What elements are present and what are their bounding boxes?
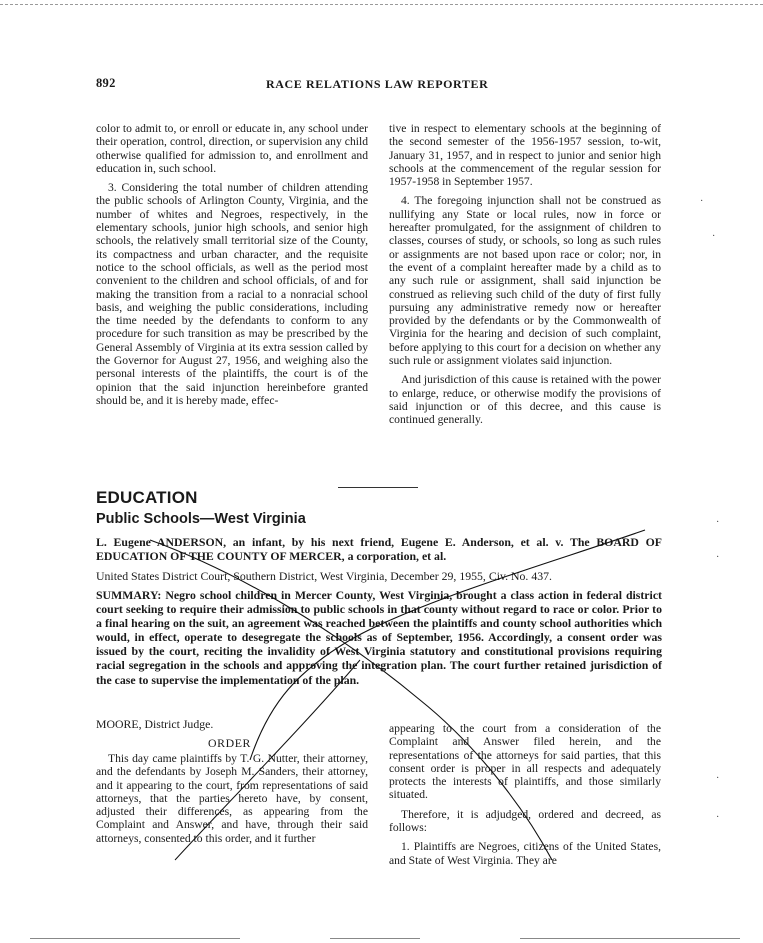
margin-mark: · (712, 231, 716, 242)
case-title: L. Eugene ANDERSON, an infant, by his next friend, Eugene E. Anderson, et al. v. The BOARD OF EDUCATION OF THE COUNTY OF MERCER, a corporation, et al. (96, 535, 662, 563)
bottom-left-column (96, 752, 368, 851)
paragraph: 4. The foregoing injunction shall not be construed as nullifying any State or local rules, now in force or hereafter promulgated, for the assignment of children to classes, courses of study, or schools, so long as such rules or assignments are not based upon race or color; nor, in the event of a complaint hereafter made by a child as to any such rule or assignment, shall said injunction be construed as relieving such child of the duty of first fully pursuing any administrative remedy now or hereafter provided by the defendants or by the Commonwealth of Virginia for the hearing and decision of such complaint, before applying to this court for a decision on whether any such rule or assignment violates said injunction. (389, 194, 661, 368)
paragraph: Therefore, it is adjudged, ordered and decreed, as follows: (389, 807, 661, 835)
margin-mark: · (700, 196, 704, 207)
judge-line: MOORE, District Judge. (96, 717, 214, 731)
paragraph: This day came plaintiffs by T. G. Nutter, their attorney, and the defendants by Joseph M. Sanders, their attorney, and it appearing to the court, from representations of said attorneys, that the parties hereto have, by consent, adjusted their differences, as appearing from the Complaint and Answer, and have, through their said attorneys, consented to this order, and it further (96, 752, 368, 845)
bottom-right-column (389, 722, 661, 873)
paragraph: 1. Plaintiffs are Negroes, citizens of the United States, and State of West Virginia. They are (389, 840, 661, 867)
top-left-column (96, 122, 368, 413)
section-divider (338, 487, 418, 488)
bottom-rule-left (30, 938, 240, 939)
paragraph: appearing to the court from a consideration of the Complaint and Answer filed herein, and the representations of the attorneys for said parties, that this consent order is proper in all respects and adequately protects the interests of plaintiffs, and those similarly situated. (389, 722, 661, 802)
top-right-column (389, 122, 661, 433)
margin-mark: · (716, 773, 720, 784)
section-heading: EDUCATION (96, 488, 198, 507)
bottom-rule-right (520, 938, 740, 939)
margin-mark: · (716, 812, 720, 823)
paragraph: And jurisdiction of this cause is retained with the power to enlarge, reduce, or otherwise modify the provisions of said injunction or of this decree, and this cause is continued generally. (389, 373, 661, 427)
page-header (96, 76, 656, 94)
margin-mark: · (716, 517, 720, 528)
paragraph: tive in respect to elementary schools at the beginning of the second semester of the 1956-1957 session, to-wit, January 31, 1957, and in respect to junior and senior high schools at the commencement of the regular session for 1957-1958 in September 1957. (389, 122, 661, 189)
order-heading: ORDER (208, 736, 251, 750)
case-summary (96, 588, 662, 687)
paragraph: 3. Considering the total number of children attending the public schools of Arlington County, Virginia, and the number of whites and Negroes, respectively, in the elementary schools, junior high schools, and senior high schools, the relatively small territorial size of the County, its compactness and urban character, and the requisite notice to the school officials, as well as the period most convenient to the children and school officials, of and for making the transition from a racial to a nonracial school basis, and weighing the public considerations, including the time needed by the defendants to conform to any procedure for such transition as may be prescribed by the General Assembly of Virginia at its extra session called by the Governor for August 27, 1956, and weighing also the personal interests of the plaintiffs, the court is of the opinion that the said injunction hereinbefore granted should be, and it is hereby made, effec- (96, 181, 368, 407)
top-dashed-border (0, 4, 763, 5)
section-subheading: Public Schools—West Virginia (96, 511, 306, 527)
paragraph: color to admit to, or enroll or educate in, any school under their operation, control, direction, or supervision any child otherwise qualified for admission to, and enrollment and education in, such school. (96, 122, 368, 175)
running-title: RACE RELATIONS LAW REPORTER (266, 77, 489, 91)
bottom-rule-mid (330, 938, 420, 939)
margin-mark: · (716, 552, 720, 563)
page-number: 892 (96, 76, 116, 90)
summary-text: Negro school children in Mercer County, West Virginia, brought a class action in federal district court seeking to require their admission to public schools in that county without regard to race or color. Prior to a final hearing on the suit, an agreement was reached between the plaintiffs and county school authorities which would, in effect, operate to desegregate the schools as of September, 1956. Accordingly, a consent order was issued by the court, reciting the invalidity of West Virginia statutory and constitutional provisions requiring racial segregation in the schools and approving the integration plan. The court further retained jurisdiction of the case to supervise the implementation of the plan. (96, 588, 662, 687)
court-citation: United States District Court, Southern District, West Virginia, December 29, 1955, Civ. No. 437. (96, 569, 552, 583)
summary-label: SUMMARY: (96, 588, 162, 602)
